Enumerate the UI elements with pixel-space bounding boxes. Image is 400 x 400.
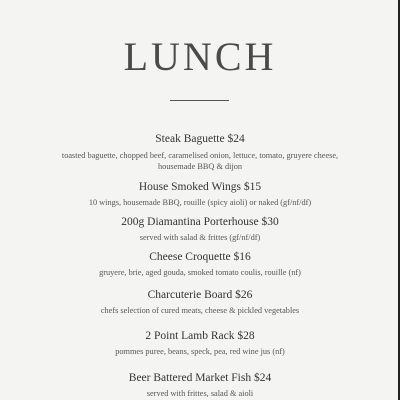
menu-item-name: House Smoked Wings $15 — [138, 181, 262, 193]
menu-item-name: 2 Point Lamb Rack $28 — [145, 330, 255, 342]
menu-item — [0, 329, 400, 357]
menu-item — [0, 371, 400, 399]
menu-item-name: Cheese Croquette $16 — [149, 251, 251, 263]
menu-item — [0, 180, 400, 208]
menu-item — [0, 250, 400, 278]
menu-title: LUNCH — [123, 34, 277, 79]
menu-item — [0, 288, 400, 316]
menu-item-description: served with frittes, salad & aioli — [146, 389, 254, 398]
menu-item-description: toasted baguette, chopped beef, caramelised onion, lettuce, tomato, gruyere cheese, — [61, 151, 339, 160]
menu-item-name: 200g Diamantina Porterhouse $30 — [121, 216, 279, 228]
menu-item — [0, 132, 400, 172]
menu-item-description: pommes puree, beans, speck, pea, red wine jus (nf) — [115, 347, 285, 356]
menu-item-description: 10 wings, housemade BBQ, rouille (spicy aioli) or naked (gf/nf/df) — [88, 198, 312, 207]
menu-item — [0, 215, 400, 243]
menu-item-name: Steak Baguette $24 — [155, 133, 245, 145]
menu-item-name: Beer Battered Market Fish $24 — [128, 372, 272, 384]
menu-item-description: chefs selection of cured meats, cheese & pickled vegetables — [100, 306, 300, 315]
menu-item-description: gruyere, brie, aged gouda, smoked tomato coulis, rouille (nf) — [99, 268, 301, 277]
menu-item-name: Charcuterie Board $26 — [147, 289, 253, 301]
menu-item-description-line2: housemade BBQ & dijon — [157, 162, 243, 171]
title-divider — [170, 100, 229, 101]
menu-item-description: served with salad & frittes (gf/nf/df) — [139, 233, 261, 242]
